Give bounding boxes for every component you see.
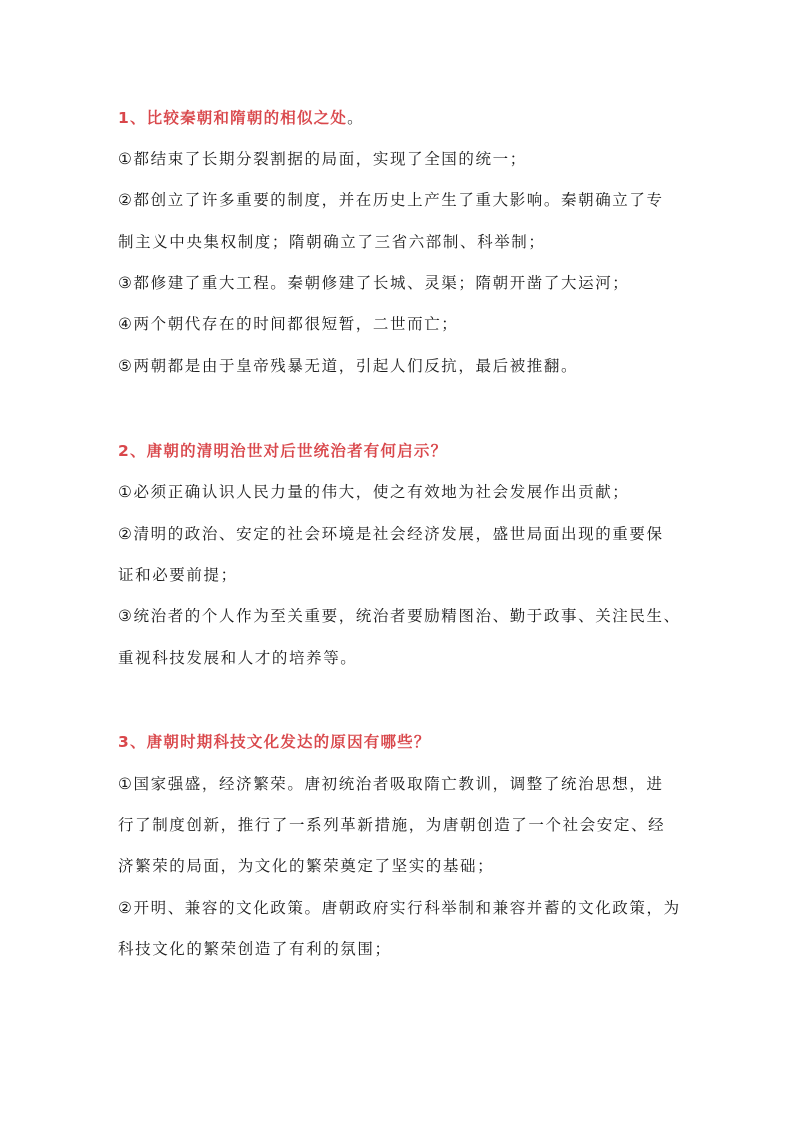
answer-3-line-4: ②开明、兼容的文化政策。唐朝政府实行科举制和兼容并蓄的文化政策，为 — [118, 899, 681, 917]
question-1-heading-text: 1、比较秦朝和隋朝的相似之处 — [118, 109, 348, 127]
answer-1-line-3: 制主义中央集权制度；隋朝确立了三省六部制、科举制； — [118, 233, 546, 251]
answer-2-line-3: 证和必要前提； — [118, 566, 238, 584]
answer-3-line-5: 科技文化的繁荣创造了有利的氛围； — [118, 940, 392, 958]
answer-2-line-4: ③统治者的个人作为至关重要，统治者要励精图治、勤于政事、关注民生、 — [118, 607, 681, 625]
answer-2-line-1: ①必须正确认识人民力量的伟大，使之有效地为社会发展作出贡献； — [118, 483, 630, 501]
answer-1-line-6: ⑤两朝都是由于皇帝残暴无道，引起人们反抗，最后被推翻。 — [118, 357, 579, 375]
question-1-heading — [118, 108, 718, 128]
answer-1-line-1: ①都结束了长期分裂割据的局面，实现了全国的统一； — [118, 150, 527, 168]
question-3-heading: 3、唐朝时期科技文化发达的原因有哪些？ — [118, 733, 431, 751]
question-1-heading-suffix: 。 — [347, 109, 364, 127]
answer-2-line-5: 重视科技发展和人才的培养等。 — [118, 649, 358, 667]
question-2-heading: 2、唐朝的清明治世对后世统治者有何启示？ — [118, 442, 448, 460]
answer-2-line-2: ②清明的政治、安定的社会环境是社会经济发展，盛世局面出现的重要保 — [118, 525, 664, 543]
answer-1-line-4: ③都修建了重大工程。秦朝修建了长城、灵渠；隋朝开凿了大运河； — [118, 274, 630, 292]
answer-3-line-3: 济繁荣的局面，为文化的繁荣奠定了坚实的基础； — [118, 857, 495, 875]
answer-1-line-5: ④两个朝代存在的时间都很短暂，二世而亡； — [118, 315, 459, 333]
answer-3-line-2: 行了制度创新，推行了一系列革新措施，为唐朝创造了一个社会安定、经 — [118, 816, 666, 834]
answer-1-line-2: ②都创立了许多重要的制度，并在历史上产生了重大影响。秦朝确立了专 — [118, 191, 664, 209]
answer-3-line-1: ①国家强盛，经济繁荣。唐初统治者吸取隋亡教训，调整了统治思想，进 — [118, 775, 664, 793]
